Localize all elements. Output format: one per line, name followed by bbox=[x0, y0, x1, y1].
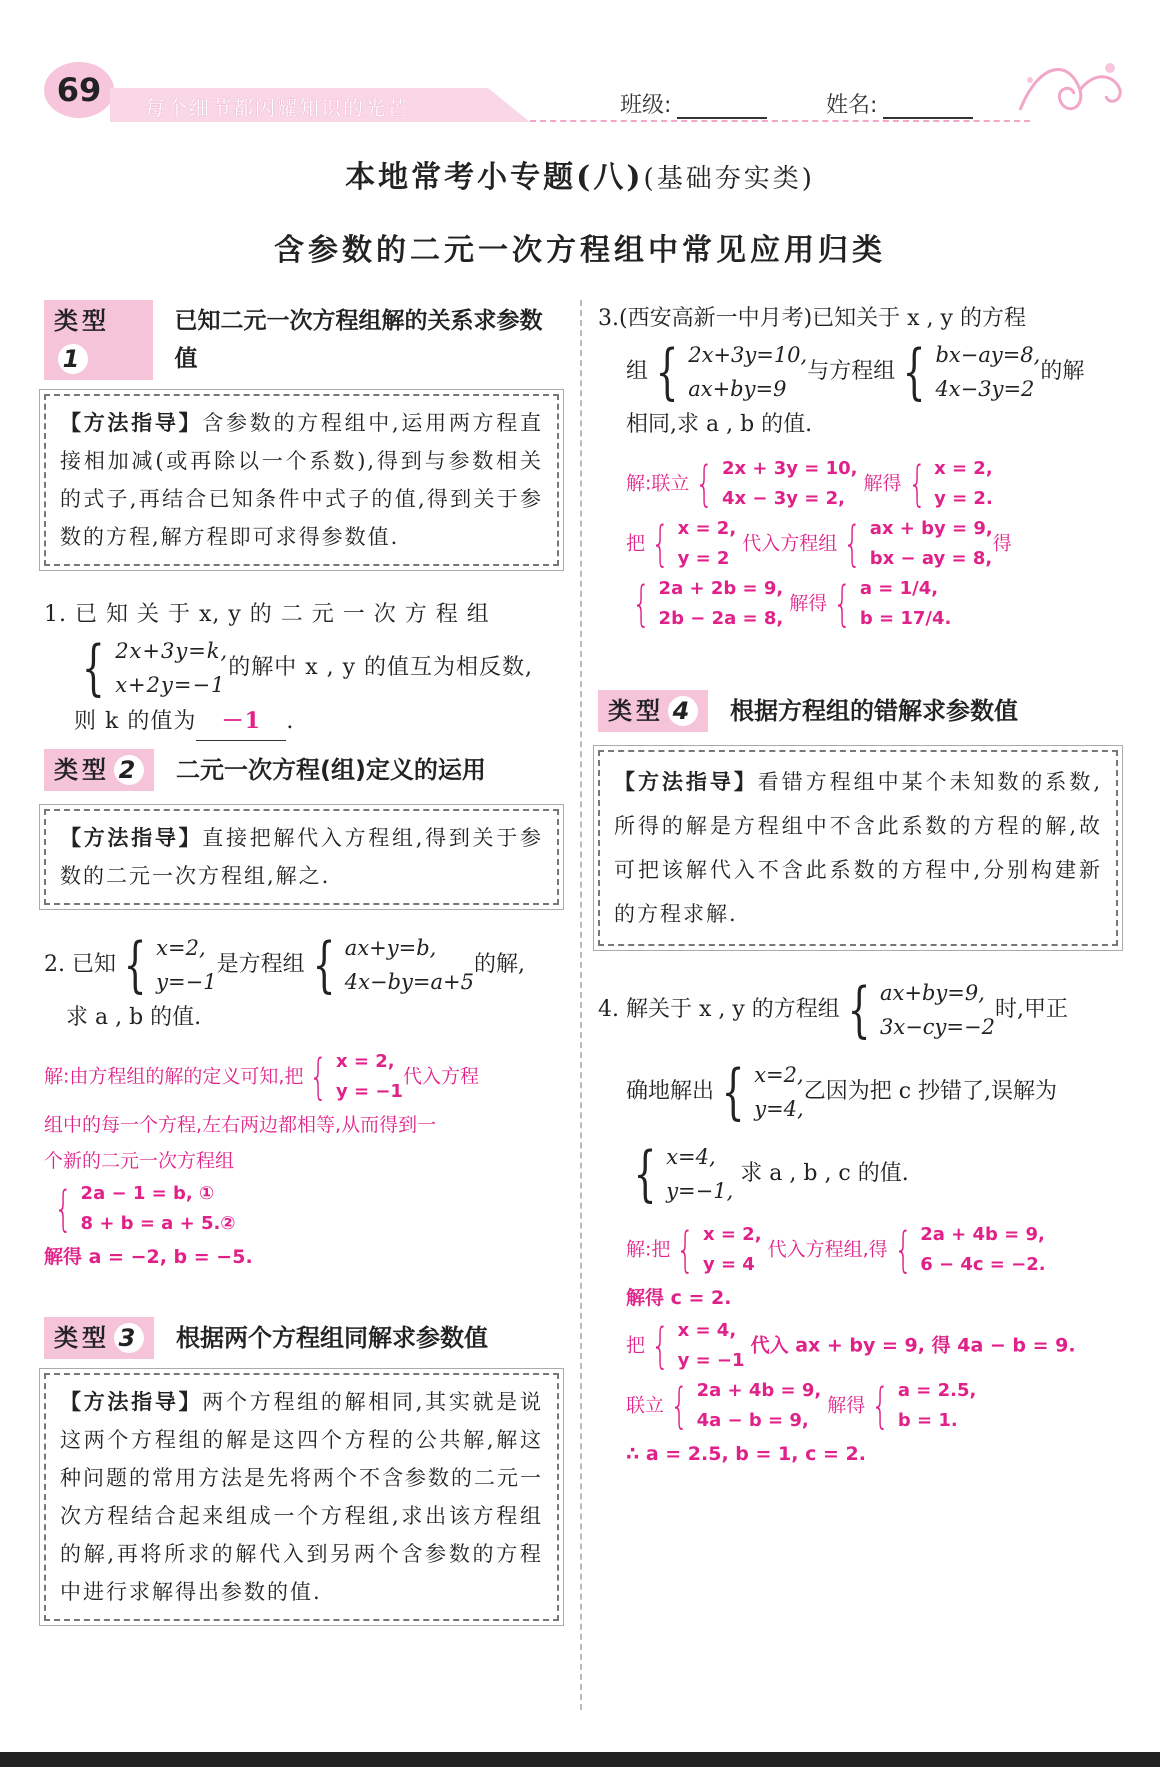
q3-stem: 3.(西安高新一中月考)已知关于 x , y 的方程 bbox=[598, 306, 1026, 331]
page-title bbox=[0, 152, 1160, 196]
slogan: 每个细节都闪耀知识的光芒 bbox=[145, 96, 409, 120]
type3-method-box: 【方法指导】两个方程组的解相同,其实就是说这两个方程组的解是这四个方程的公共解,解这种问题的常用方法是先将两个不含参数的二元一次方程结合起来组成一个方程组,求出该方程组的解,再将所求的解代入到另两个含参数的方程中进行求解得出参数的值. bbox=[44, 1373, 559, 1621]
q3: 3.(西安高新一中月考)已知关于 x , y 的方程 组 { 2x+3y=10, ax+by=9 与方程组 { bx−ay=8, 4x−3y=2 的解 相同,求 a , b 的值. 解:联立 { 2x + 3y = 10, 4x − 3y = 2, 解得 { x = 2, y = 2. 把 { x = 2, y = 2 代入方程组 { ax + by = 9, bx − ay = 8, 得 { 2a + 2b = 9, 2b − 2a = 8, 解得 { a = 1/4, b = 17/4. bbox=[598, 300, 1118, 634]
q2-equation-system: { ax+y=b, 4x−by=a+5 bbox=[312, 930, 474, 1000]
class-blank[interactable] bbox=[677, 97, 767, 119]
type1-method-box: 【方法指导】含参数的方程组中,运用两方程直接相加减(或再除以一个系数),得到与参数相关的式子,再结合已知条件中式子的值,得到关于参数的方程,解方程即可求得参数值. bbox=[44, 394, 559, 566]
type1-title: 已知二元一次方程组解的关系求参数值 bbox=[174, 308, 543, 372]
page-number: 69 bbox=[44, 62, 114, 118]
class-label: 班级: bbox=[620, 93, 672, 118]
page-subtitle: 含参数的二元一次方程组中常见应用归类 bbox=[274, 233, 886, 268]
q1-answer: －1 bbox=[196, 702, 286, 741]
header-dash-line bbox=[530, 120, 1030, 122]
title-sub: (基础夯实类) bbox=[643, 164, 815, 194]
right-column bbox=[598, 300, 1118, 1472]
q2: 2. 已知 { x=2, y=−1 是方程组 { ax+y=b, 4x−by=a+5 的解, 求 a , b 的值. 解:由方程组的解的定义可知,把 { x = 2, y = −1 代入方程 组中的每一个方程,左右两边都相等,从而得到一 个新的二元一次方程组 { 2a − 1 = b, ① 8 + b = a + 5.② 解得 a = −2, b = −5. bbox=[44, 931, 559, 1275]
flourish-ornament-icon bbox=[1010, 50, 1130, 130]
bottom-bar bbox=[0, 1752, 1160, 1767]
type1-badge: 类型1 bbox=[44, 300, 153, 380]
type2-header bbox=[44, 749, 559, 791]
left-column bbox=[44, 300, 559, 1621]
q1-mid: 的解中 x , y 的值互为相反数, bbox=[228, 655, 534, 680]
name-label: 姓名: bbox=[826, 93, 878, 118]
type3-title: 根据两个方程组同解求参数值 bbox=[176, 1324, 488, 1352]
type4-method-box: 【方法指导】看错方程组中某个未知数的系数,所得的解是方程组中不含此系数的方程的解,故可把该解代入不含此系数的方程中,分别构建新的方程求解. bbox=[598, 750, 1118, 946]
type3-header bbox=[44, 1317, 559, 1359]
type2-badge: 类型 2 bbox=[44, 749, 154, 791]
q1: 1. 已 知 关 于 x, y 的 二 元 一 次 方 程 组 { 2x+3y=k, x+2y=−1 的解中 x , y 的值互为相反数, 则 k 的值为 －1 . bbox=[44, 596, 559, 741]
type4-header bbox=[598, 690, 1118, 732]
q1-system: { 2x+3y=k, x+2y=−1 bbox=[81, 633, 229, 703]
type4-badge: 类型 4 bbox=[598, 690, 708, 732]
class-field[interactable] bbox=[620, 88, 767, 119]
column-divider bbox=[580, 300, 582, 1710]
q1-stem: 1. 已 知 关 于 x, y 的 二 元 一 次 方 程 组 bbox=[44, 602, 490, 627]
type2-title: 二元一次方程(组)定义的运用 bbox=[176, 756, 486, 784]
q2-solution-system: { x=2, y=−1 bbox=[123, 930, 217, 1000]
type2-method-box: 【方法指导】直接把解代入方程组,得到关于参数的二元一次方程组,解之. bbox=[44, 809, 559, 905]
q3-solution: 解:联立 { 2x + 3y = 10, 4x − 3y = 2, 解得 { x = 2, y = 2. 把 { x = 2, y = 2 代入方程组 { ax + by = 9, bx − ay = 8, 得 { 2a + 2b = 9, 2b − 2a = 8, 解得 { a = 1/4, b = 17/4. bbox=[626, 456, 1012, 632]
name-field[interactable] bbox=[826, 88, 973, 119]
type4-title: 根据方程组的错解求参数值 bbox=[730, 697, 1018, 725]
type3-badge: 类型 3 bbox=[44, 1317, 154, 1359]
type1-header bbox=[44, 300, 559, 380]
q4-solution: 解:把 { x = 2, y = 4 代入方程组,得 { 2a + 4b = 9, 6 − 4c = −2. 解得 c = 2. 把 { x = 4, y = −1 代入 ax + by = 9, 得 4a − b = 9. 联立 { 2a + 4b = 9, 4a − b = 9, 解得 { a = 2.5, b = 1. ∴ a = 2.5, b = 1, c = 2. bbox=[626, 1222, 1076, 1465]
q2-solution: 解:由方程组的解的定义可知,把 { x = 2, y = −1 代入方程 组中的每一个方程,左右两边都相等,从而得到一 个新的二元一次方程组 { 2a − 1 = b, ① 8 + b = a + 5.② 解得 a = −2, b = −5. bbox=[44, 1049, 479, 1268]
title-main: 本地常考小专题(八) bbox=[345, 160, 644, 195]
name-blank[interactable] bbox=[883, 97, 973, 119]
q4: 4. 解关于 x , y 的方程组 { ax+by=9, 3x−cy=−2 时,甲正 确地解出 { x=2, y=4, 乙因为把 c 抄错了,误解为 { x=4, y=−1, 求 a , b , c 的值. 解:把 { x = 2, y = 4 代入方程组,得 { 2a + 4b = 9, 6 − 4c = −2. 解得 c = 2. 把 { x = 4, y = −1 代入 ax + by = 9, 得 4a − b = 9. 联立 { 2a + 4b = 9, 4a − b = 9, 解得 { a = 2.5, b = 1. ∴ a = 2.5, b = 1, c = 2. bbox=[598, 976, 1118, 1472]
